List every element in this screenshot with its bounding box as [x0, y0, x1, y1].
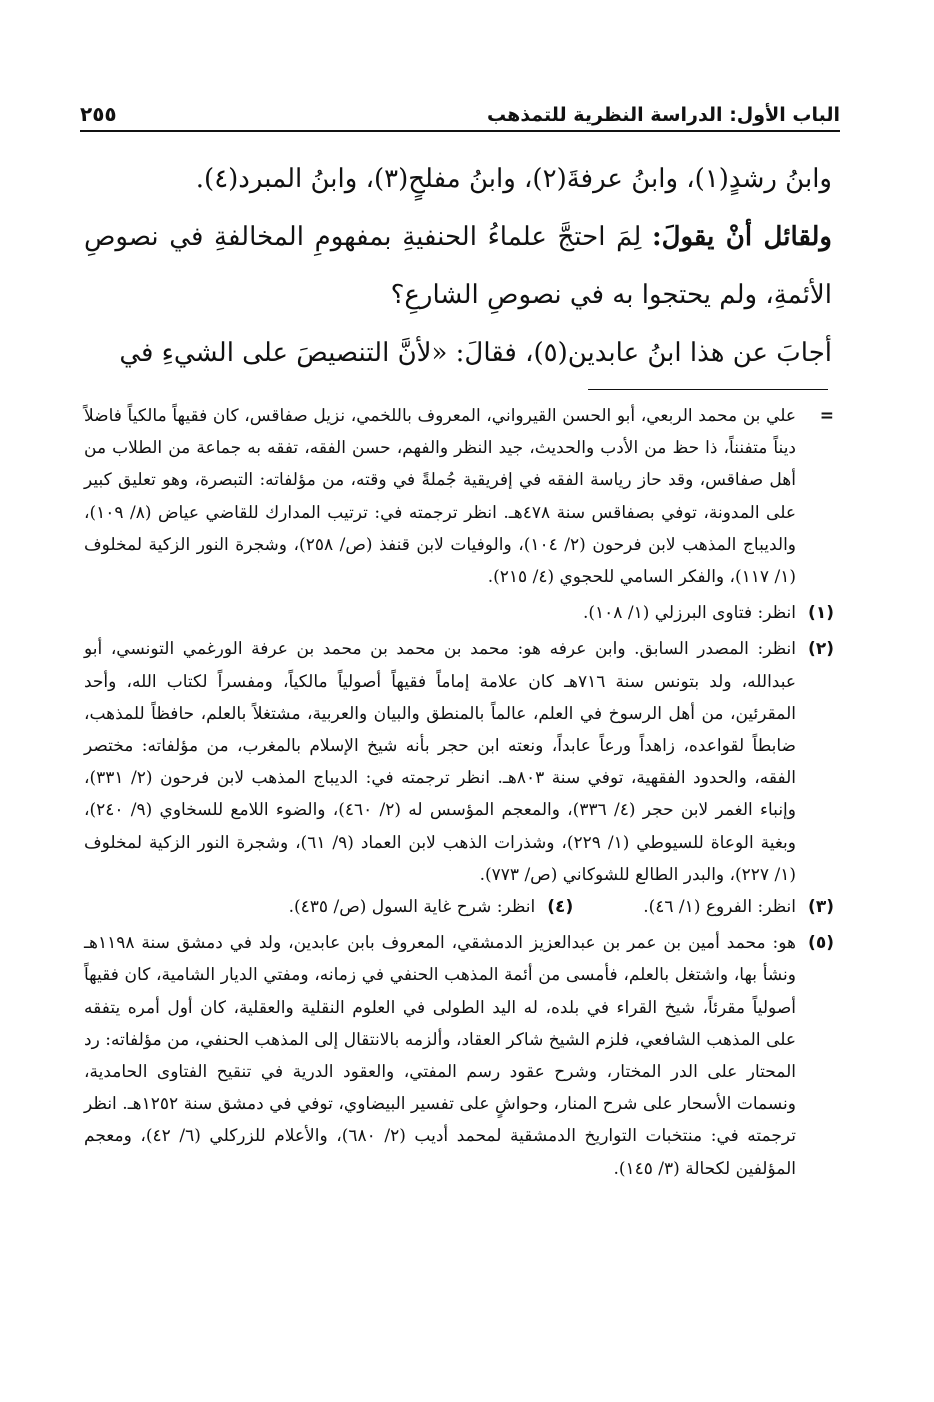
footnote-text: انظر: فتاوى البرزلي (١/ ١٠٨). — [582, 603, 796, 624]
footnote-4 — [289, 891, 574, 923]
footnote-mark: (٤) — [547, 897, 574, 918]
main-paragraph-2 — [84, 208, 832, 324]
footnote-text: هو: محمد أمين بن عمر بن عبدالعزيز الدمشقي، المعروف بابن عابدين، ولد في دمشق سنة ١١٩٨هـ ونشأ بها، واشتغل بالعلم، فأمسى من أئمة المذهب الحنفي في زمانه، ومفتي الديار الشامية، كان فقيهاً أصولياً مقرئاً، شيخ القراء في بلده، له اليد الطولى في العلوم النقلية والعقلية، كان أول أمره يتفقه على المذهب الشافعي، فلزم الشيخ شاكر العقاد، وألزمه بالانتقال إلى المذهب الحنفي، من مؤلفاته: رد المحتار على الدر المختار، وشرح عقود رسم المفتي، والعقود الدرية في تنقيح الفتاوى الحامدية، ونسمات الأسحار على شرح المنار، وحواشٍ على تفسير البيضاوي، توفي في دمشق سنة ١٢٥٢هـ. انظر ترجمته في: منتخبات التواريخ الدمشقية لمحمد أديب (٢/ ٦٨٠)، والأعلام للزركلي (٦/ ٤٢)، ومعجم المؤلفين لكحالة (٣/ ١٤٥). — [84, 933, 796, 1179]
footnote-text: انظر: شرح غاية السول (ص/ ٤٣٥). — [288, 897, 536, 918]
footnote-text: انظر: المصدر السابق. وابن عرفه هو: محمد بن محمد بن محمد بن عرفة الورغمي التونسي، أبو عبدالله، ولد بتونس سنة ٧١٦هـ كان علامة إماماً فقيهاً أصولياً مالكياً، ومفسراً لكتاب الله، وأحد المقرئين، من أهل الرسوخ في العلم، عالماً بالمنطق والبيان والعربية، مشتغلاً بالعلم، حافظاً للمذهب، ضابطاً لقواعده، زاهداً ورعاً عابداً، ونعته ابن حجر بأنه شيخ الإسلام بالمغرب، من مؤلفاته: مختصر الفقه، والحدود الفقهية، توفي سنة ٨٠٣هـ. انظر ترجمته في: الديباج المذهب لابن فرحون (٢/ ٣٣١)، وإنباء الغمر لابن حجر (٤/ ٣٣٦)، والمعجم المؤسس له (٢/ ٤٦٠)، والضوء اللامع للسخاوي (٩/ ٢٤٠)، وبغية الوعاة للسيوطي (١/ ٢٢٩)، وشذرات الذهب لابن العماد (٩/ ٦١)، وشجرة النور الزكية لمخلوف (١/ ٢٢٧)، والبدر الطالع للشوكاني (ص/ ٧٧٣). — [84, 639, 796, 885]
footnote-2 — [84, 633, 834, 891]
footnote-mark: (٢) — [808, 639, 834, 660]
footnote-text: علي بن محمد الربعي، أبو الحسن القيرواني، المعروف باللخمي، نزيل صفاقس، كان فقيهاً مالكياً فاضلاً ديناً متفنناً، ذا حظ من الأدب والحديث، جيد النظر والفهم، حسن الفقه، تفقه به جماعة من الطلاب من أهل صفاقس، وقد حاز رياسة الفقه في إفريقية جُملةً في وقته، من مؤلفاته: التبصرة، وهو تعليق كبير على المدونة، توفي بصفاقس سنة ٤٧٨هـ. انظر ترجمته في: ترتيب المدارك للقاضي عياض (٨/ ١٠٩)، والديباج المذهب لابن فرحون (٢/ ١٠٤)، والوفيات لابن قنفذ (ص/ ٢٥٨)، وشجرة النور الزكية لمخلوف (١/ ١١٧)، والفكر السامي للحجوي (٤/ ٢١٥). — [84, 406, 796, 588]
footnote-mark: (١) — [808, 603, 834, 624]
running-title: الباب الأول: الدراسة النظرية للتمذهب — [487, 104, 840, 126]
main-paragraph-3: أجابَ عن هذا ابنُ عابدين(٥)، فقالَ: «لأنَّ التنصيصَ على الشيءِ في — [119, 338, 832, 368]
page-number: ٢٥٥ — [80, 102, 117, 126]
footnote-continued — [84, 400, 834, 593]
footnote-mark: (٣) — [808, 897, 834, 918]
footnotes-3-4 — [84, 891, 834, 923]
footnote-separator — [588, 389, 828, 390]
paragraph-text: لِمَ احتجَّ علماءُ الحنفيةِ بمفهومِ المخالفةِ في نصوصِ الأئمةِ، ولم يحتجوا به في نصوصِ الشارعِ؟ — [84, 222, 832, 310]
footnote-mark: = — [819, 406, 834, 426]
footnote-5 — [84, 927, 834, 1185]
paragraph-lead: ولقائل أنْ يقولَ: — [652, 222, 832, 252]
footnote-mark: (٥) — [808, 933, 834, 954]
footnote-1 — [84, 597, 834, 629]
header-rule — [80, 130, 840, 132]
main-text — [84, 150, 832, 382]
footnote-3 — [643, 891, 834, 923]
footnotes — [84, 400, 834, 1185]
footnote-text: انظر: الفروع (١/ ٤٦). — [643, 897, 796, 918]
main-line-1: وابنُ رشدٍ(١)، وابنُ عرفةَ(٢)، وابنُ مفلحٍ(٣)، وابنُ المبرد(٤). — [195, 164, 832, 194]
running-header — [80, 96, 840, 126]
